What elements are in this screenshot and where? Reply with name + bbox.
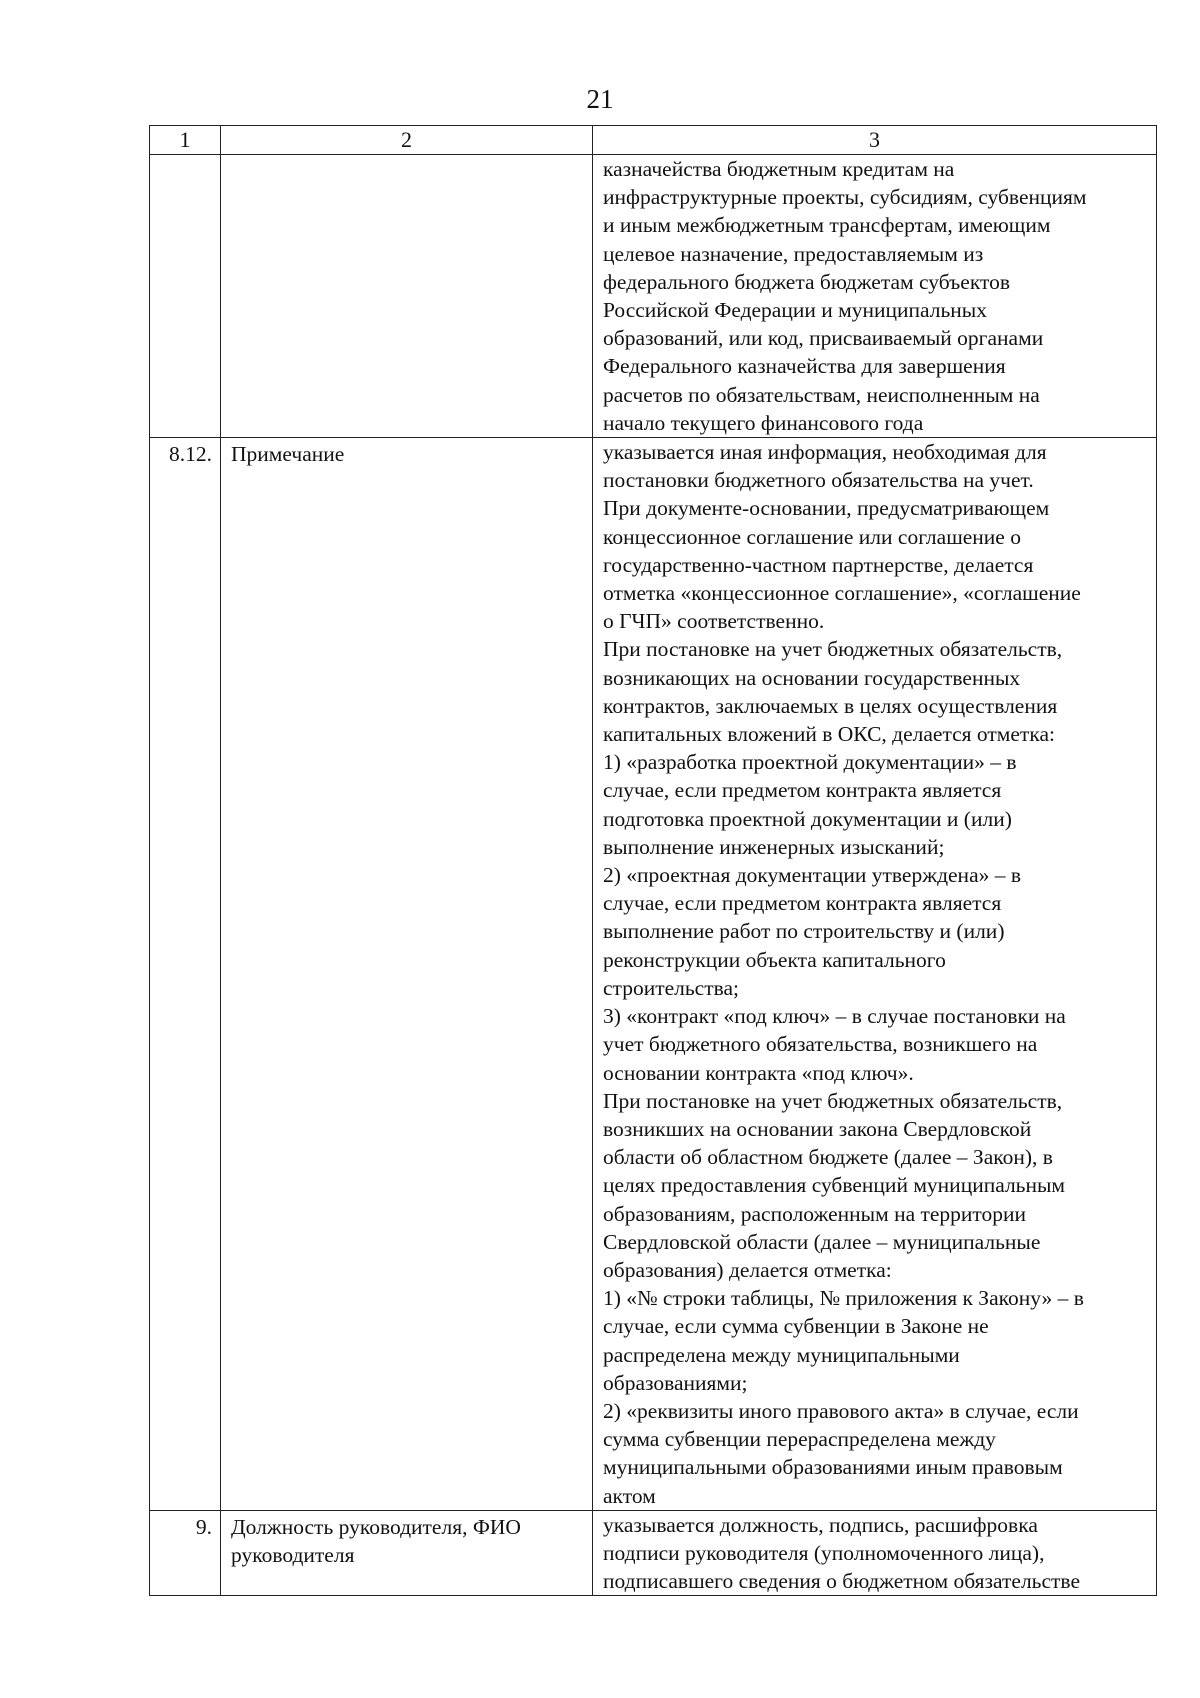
description-line: основании контракта «под ключ». <box>603 1060 914 1085</box>
description-line: При документе-основании, предусматривающем <box>603 496 1050 521</box>
description-line: области об областном бюджете (далее – Закон), в <box>603 1145 1053 1170</box>
description-line: образованиями; <box>603 1370 748 1395</box>
description-line: начало текущего финансового года <box>603 410 924 435</box>
description-line: капитальных вложений в ОКС, делается отметка: <box>603 722 1055 747</box>
description-line: образований, или код, присваиваемый органами <box>603 326 1044 351</box>
description-line: строительства; <box>603 975 740 1000</box>
row-number <box>150 155 221 438</box>
description-line: и иным межбюджетным трансфертам, имеющим <box>603 213 1051 238</box>
description-line: выполнение инженерных изысканий; <box>603 834 945 859</box>
row-number: 9. <box>150 1510 221 1596</box>
description-line: расчетов по обязательствам, неисполненным на <box>603 382 1040 407</box>
description-line: подписи руководителя (уполномоченного лица), <box>603 1540 1045 1565</box>
description-line: учет бюджетного обязательства, возникшего на <box>603 1032 1038 1057</box>
description-line: 2) «проектная документации утверждена» – в <box>603 863 1022 888</box>
row-description <box>593 438 1157 1511</box>
row-field-name <box>221 155 593 438</box>
description-line: реконструкции объекта капитального <box>603 947 946 972</box>
description-line: целях предоставления субвенций муниципальным <box>603 1173 1066 1198</box>
description-line: инфраструктурные проекты, субсидиям, субвенциям <box>603 185 1087 210</box>
table-header-row <box>150 126 1157 155</box>
description-line: казначейства бюджетным кредитам на <box>603 157 955 181</box>
description-line: Свердловской области (далее – муниципальные <box>603 1229 1041 1254</box>
description-line: указывается иная информация, необходимая для <box>603 440 1047 465</box>
row-field-name <box>221 438 593 1511</box>
description-line: подготовка проектной документации и (или) <box>603 806 1012 831</box>
description-line: указывается должность, подпись, расшифровка <box>603 1512 1038 1537</box>
row-description <box>593 1510 1157 1596</box>
description-line: образования) делается отметка: <box>603 1257 892 1282</box>
description-line: 1) «№ строки таблицы, № приложения к Закону» – в <box>603 1286 1084 1311</box>
description-line: случае, если сумма субвенции в Законе не <box>603 1314 989 1339</box>
description-line: При постановке на учет бюджетных обязательств, <box>603 637 1063 662</box>
table-row <box>150 438 1157 1511</box>
description-line: При постановке на учет бюджетных обязательств, <box>603 1088 1063 1113</box>
field-name-line: Примечание <box>231 442 345 467</box>
page-number: 21 <box>586 84 614 114</box>
table-row <box>150 155 1157 438</box>
description-line: Российской Федерации и муниципальных <box>603 298 987 323</box>
column-header-2: 2 <box>221 126 593 155</box>
description-line: возникших на основании закона Свердловской <box>603 1116 1032 1141</box>
description-line: сумма субвенции перераспределена между <box>603 1427 996 1452</box>
row-number: 8.12. <box>150 438 221 1511</box>
description-line: постановки бюджетного обязательства на учет. <box>603 468 1034 493</box>
document-table <box>149 125 1157 1596</box>
description-line: контрактов, заключаемых в целях осуществления <box>603 693 1058 718</box>
description-line: выполнение работ по строительству и (или) <box>603 919 1005 944</box>
description-line: случае, если предметом контракта является <box>603 778 1002 803</box>
description-line: концессионное соглашение или соглашение о <box>603 524 1021 549</box>
description-line: муниципальными образованиями иным правовым <box>603 1455 1063 1480</box>
description-line: федерального бюджета бюджетам субъектов <box>603 269 1010 294</box>
table-row <box>150 1510 1157 1596</box>
table-body <box>150 126 1157 1596</box>
field-name-line: Должность руководителя, ФИО <box>231 1514 521 1539</box>
description-line: отметка «концессионное соглашение», «соглашение <box>603 581 1081 606</box>
description-line: 1) «разработка проектной документации» – в <box>603 750 1017 775</box>
description-line: возникающих на основании государственных <box>603 665 1021 690</box>
field-name-line: руководителя <box>231 1542 355 1567</box>
description-line: 2) «реквизиты иного правового акта» в случае, если <box>603 1398 1079 1423</box>
description-line: 3) «контракт «под ключ» – в случае постановки на <box>603 1004 1066 1029</box>
description-line: Федерального казначейства для завершения <box>603 354 1006 379</box>
description-line: образованиям, расположенным на территории <box>603 1201 1027 1226</box>
description-line: подписавшего сведения о бюджетном обязательстве <box>603 1569 1080 1594</box>
column-header-1: 1 <box>150 126 221 155</box>
description-line: случае, если предметом контракта является <box>603 891 1002 916</box>
row-description <box>593 155 1157 438</box>
description-line: о ГЧП» соответственно. <box>603 609 825 634</box>
description-line: актом <box>603 1483 656 1508</box>
row-field-name <box>221 1510 593 1596</box>
column-header-3: 3 <box>593 126 1157 155</box>
description-line: целевое назначение, предоставляемым из <box>603 241 984 266</box>
description-line: распределена между муниципальными <box>603 1342 960 1367</box>
description-line: государственно-частном партнерстве, делается <box>603 552 1034 577</box>
